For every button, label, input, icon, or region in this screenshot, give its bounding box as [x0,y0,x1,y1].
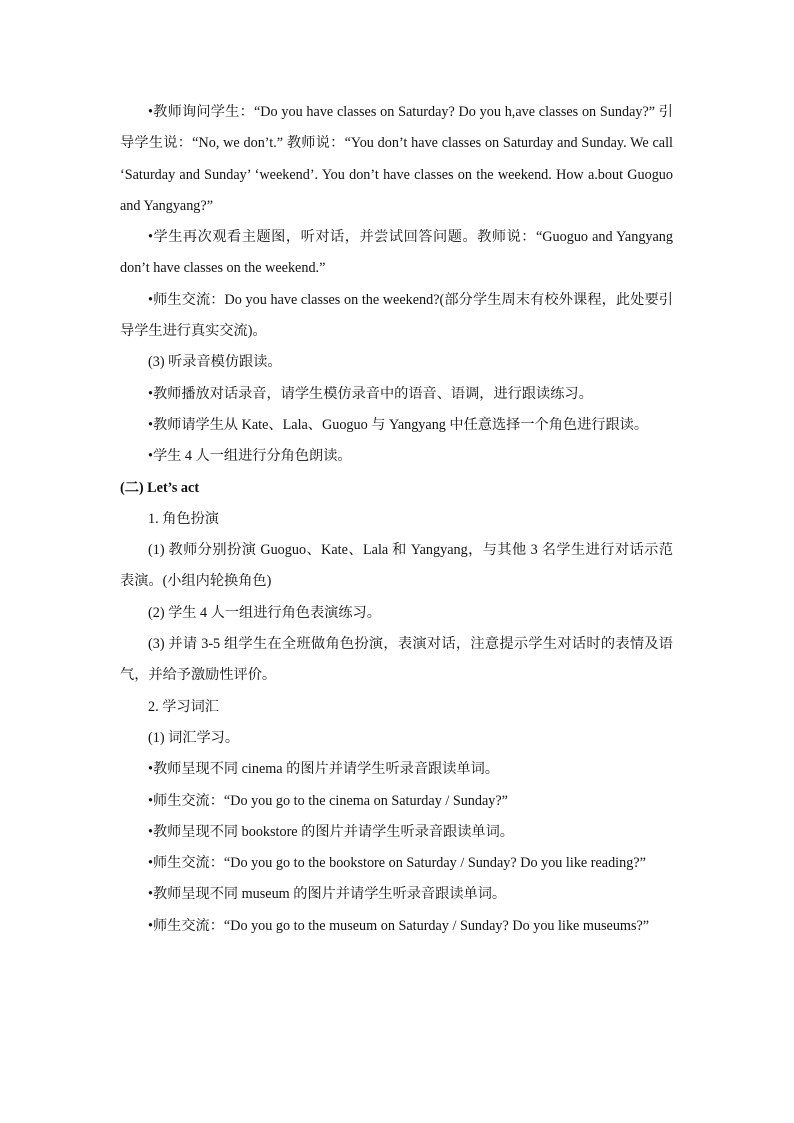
paragraph-role-play-title: 1. 角色扮演 [148,510,219,527]
document-body [120,97,673,942]
paragraph-bookstore-pictures: •教师呈现不同 bookstore 的图片并请学生听录音跟读单词。 [148,823,514,840]
paragraph-students-watch: •学生再次观看主题图，听对话，并尝试回答问题。教师说：“Guoguo and Yangyang don’t have classes on the weekend.” [120,229,673,277]
paragraph-group-reading: •学生 4 人一组进行分角色朗读。 [148,448,352,465]
paragraph-teacher-asks: •教师询问学生：“Do you have classes on Saturday? Do you h,ave classes on Sunday?” 引导学生说：“No, we don’t.” 教师说：“You don’t have classes on Saturday and Sunday. We call ‘Saturday and Sunday’ ‘weekend’. You don’t have classes on the weekend. How a.bout Guoguo and Yangyang?” [120,104,673,214]
paragraph-cinema-pictures: •教师呈现不同 cinema 的图片并请学生听录音跟读单词。 [148,761,499,778]
paragraph-choose-role: •教师请学生从 Kate、Lala、Guoguo 与 Yangyang 中任意选择一个角色进行跟读。 [148,416,649,433]
paragraph-exchange-weekend: •师生交流：Do you have classes on the weekend?(部分学生周末有校外课程，此处要引导学生进行真实交流)。 [120,291,673,340]
paragraph-museum-exchange: •师生交流：“Do you go to the museum on Saturday / Sunday? Do you like museums?” [148,917,650,934]
paragraph-cinema-exchange: •师生交流：“Do you go to the cinema on Saturday / Sunday?” [148,792,508,809]
paragraph-bookstore-exchange: •师生交流：“Do you go to the bookstore on Saturday / Sunday? Do you like reading?” [148,855,646,872]
paragraph-group-practice: (2) 学生 4 人一组进行角色表演练习。 [148,604,381,621]
paragraph-teacher-plays-roles: (1) 教师分别扮演 Guoguo、Kate、Lala 和 Yangyang，与其他 3 名学生进行对话示范表演。(小组内轮换角色) [120,542,673,590]
paragraph-listen-imitate: (3) 听录音模仿跟读。 [148,354,282,371]
paragraph-play-recording: •教师播放对话录音，请学生模仿录音中的语音、语调，进行跟读练习。 [148,385,593,402]
section-heading: (二) Let’s act [120,479,200,496]
paragraph-class-performance: (3) 并请 3-5 组学生在全班做角色扮演，表演对话，注意提示学生对话时的表情及语气，并给予激励性评价。 [120,636,673,684]
paragraph-museum-pictures: •教师呈现不同 museum 的图片并请学生听录音跟读单词。 [148,886,507,903]
paragraph-vocab-study: (1) 词汇学习。 [148,729,240,746]
paragraph-vocab-title: 2. 学习词汇 [148,698,219,715]
